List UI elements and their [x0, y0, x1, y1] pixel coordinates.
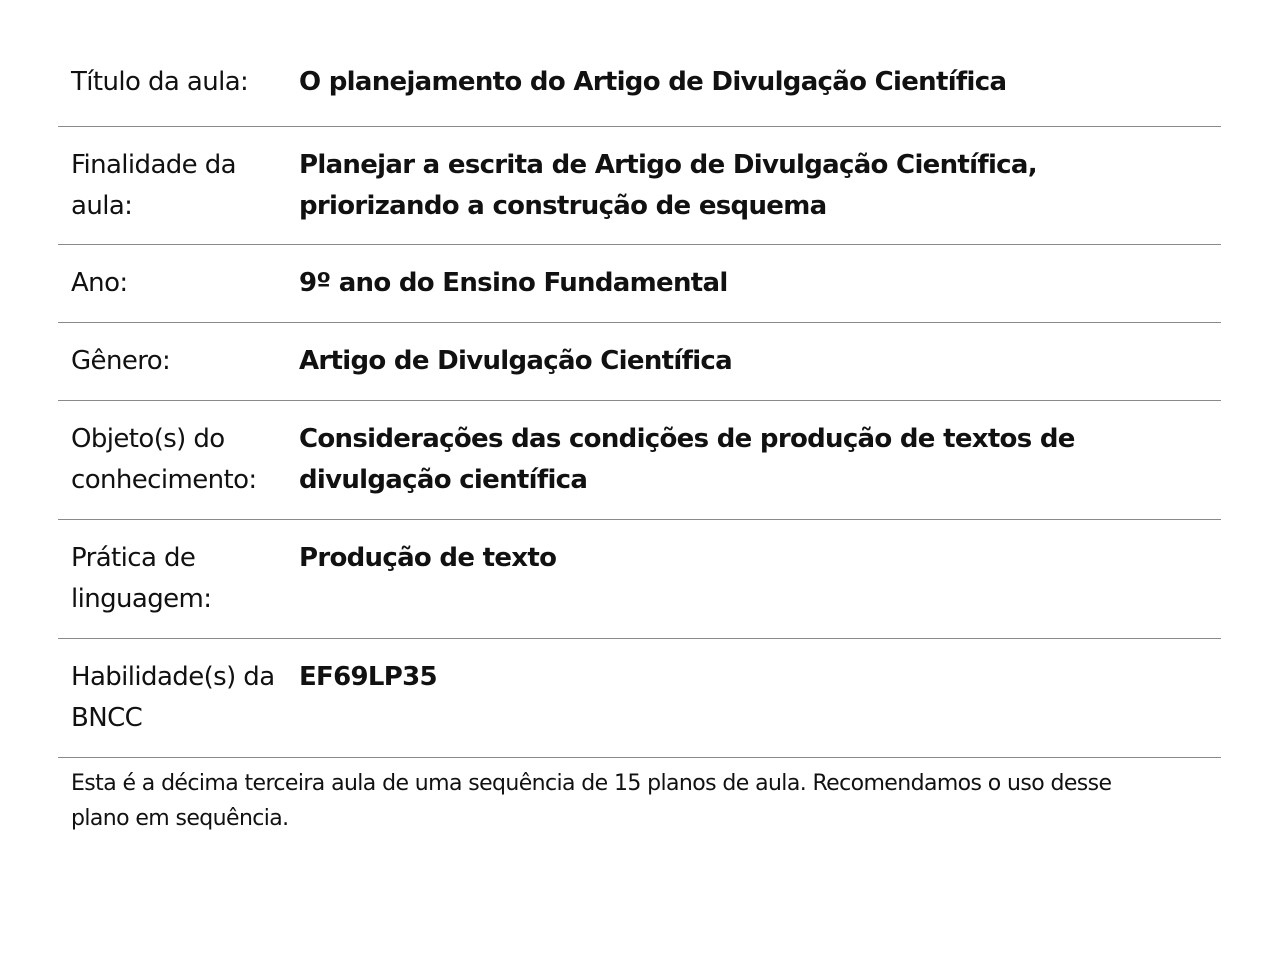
- row-value-year: 9º ano do Ensino Fundamental: [299, 268, 728, 298]
- table-row: [58, 401, 1221, 520]
- sequence-note: Esta é a décima terceira aula de uma sequência de 15 planos de aula. Recomendamos o uso desse plano em sequência.: [71, 771, 1112, 831]
- table-row: [58, 639, 1221, 758]
- row-value-bncc-skills: EF69LP35: [299, 662, 437, 692]
- table-row: [58, 44, 1221, 127]
- lesson-plan-table: [58, 44, 1221, 836]
- table-row: [58, 127, 1221, 245]
- row-value-genre: Artigo de Divulgação Científica: [299, 346, 732, 376]
- row-label-lesson-purpose: Finalidade da aula:: [71, 150, 236, 221]
- row-value-lesson-title: O planejamento do Artigo de Divulgação Científica: [299, 67, 1007, 97]
- row-label-lesson-title: Título da aula:: [71, 67, 249, 97]
- table-row: [58, 245, 1221, 323]
- row-label-knowledge-objects: Objeto(s) do conhecimento:: [71, 424, 257, 495]
- table-row: [58, 520, 1221, 639]
- row-label-language-practice: Prática de linguagem:: [71, 543, 212, 614]
- table-row: [58, 323, 1221, 401]
- row-value-lesson-purpose: Planejar a escrita de Artigo de Divulgação Científica, priorizando a construção de esquema: [299, 150, 1037, 221]
- row-value-language-practice: Produção de texto: [299, 543, 557, 573]
- row-label-genre: Gênero:: [71, 346, 171, 376]
- row-value-knowledge-objects: Considerações das condições de produção de textos de divulgação científica: [299, 424, 1075, 495]
- row-label-bncc-skills: Habilidade(s) da BNCC: [71, 662, 275, 733]
- row-label-year: Ano:: [71, 268, 128, 298]
